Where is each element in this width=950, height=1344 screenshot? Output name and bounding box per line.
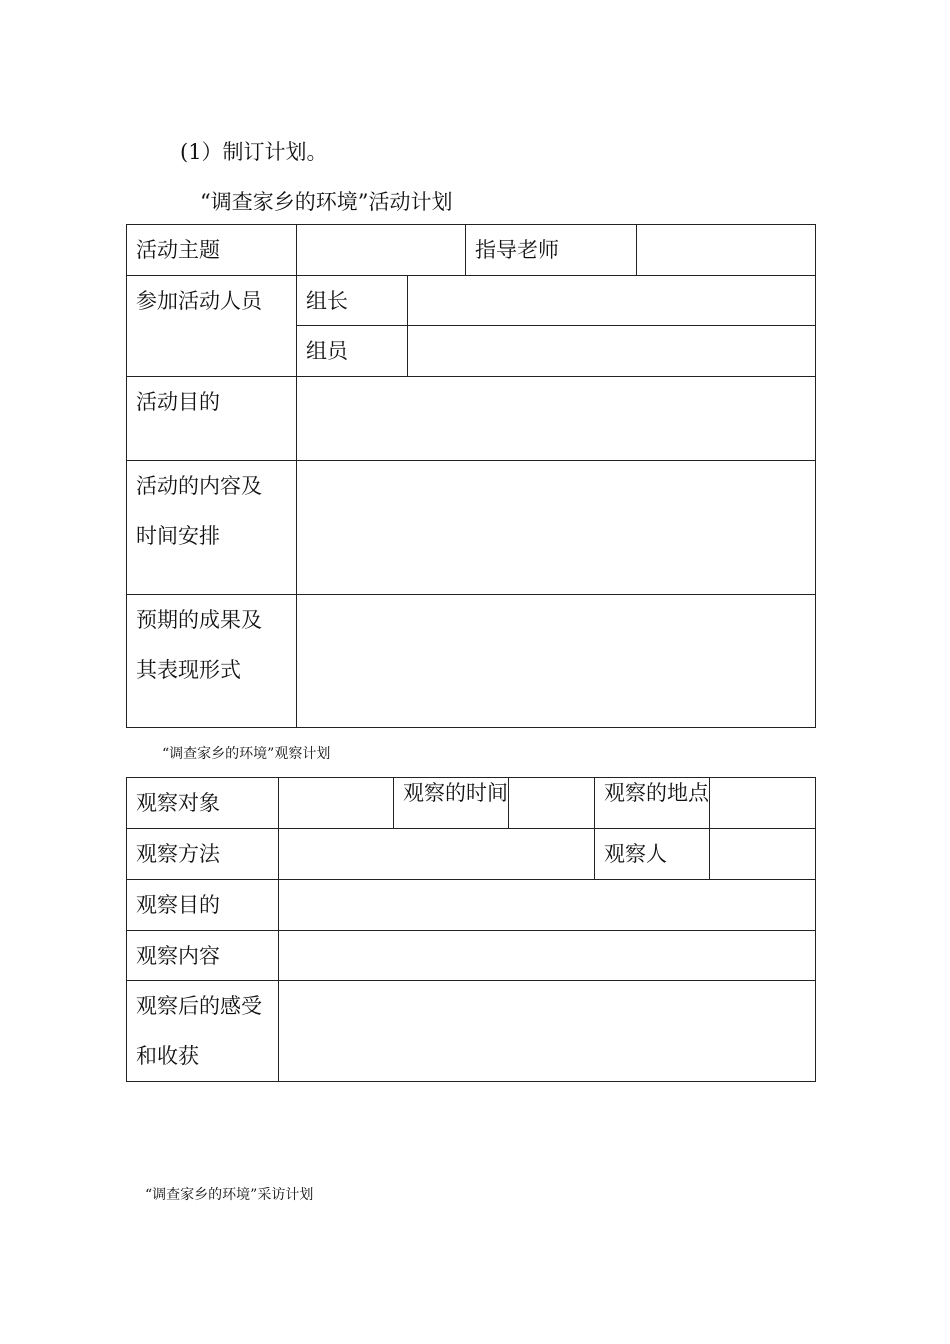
teacher-input-cell[interactable] — [637, 225, 816, 276]
content-label-cell — [127, 461, 297, 595]
observation-plan-table — [126, 777, 816, 1082]
obs-purpose-label: 观察目的 — [136, 893, 220, 917]
place-label: 观察的地点 — [604, 781, 709, 805]
place-input-cell[interactable] — [710, 778, 816, 829]
time-label-cell — [394, 778, 509, 829]
content-label-line1: 活动的内容及 — [136, 474, 262, 498]
member-label: 组员 — [306, 339, 348, 363]
method-label: 观察方法 — [136, 842, 220, 866]
leader-label-cell — [297, 276, 408, 326]
feeling-label-line1: 观察后的感受 — [136, 994, 262, 1018]
purpose-label: 活动目的 — [136, 390, 220, 414]
results-label-line2: 其表现形式 — [136, 658, 241, 682]
feeling-label-line2: 和收获 — [136, 1044, 199, 1068]
feeling-label-cell — [127, 981, 279, 1082]
object-input-cell[interactable] — [279, 778, 394, 829]
activity-plan-table — [126, 224, 816, 728]
activity-plan-title: “调查家乡的环境”活动计划 — [200, 190, 453, 214]
method-input-cell[interactable] — [279, 829, 595, 880]
observer-label-cell — [595, 829, 710, 880]
results-label-line1: 预期的成果及 — [136, 608, 262, 632]
participants-label-cell — [127, 276, 297, 377]
participants-label: 参加活动人员 — [136, 289, 262, 313]
teacher-label-cell — [466, 225, 637, 276]
time-label: 观察的时间 — [403, 781, 508, 805]
object-label-cell — [127, 778, 279, 829]
purpose-input-cell[interactable] — [297, 377, 816, 461]
results-input-cell[interactable] — [297, 595, 816, 728]
time-input-cell[interactable] — [509, 778, 595, 829]
teacher-label: 指导老师 — [475, 238, 559, 262]
observer-label: 观察人 — [604, 842, 667, 866]
leader-input-cell[interactable] — [408, 276, 816, 326]
step-heading: (1）制订计划。 — [180, 140, 328, 164]
content-label-line2: 时间安排 — [136, 524, 220, 548]
obs-content-label-cell — [127, 931, 279, 981]
obs-content-label: 观察内容 — [136, 944, 220, 968]
interview-plan-title: “调查家乡的环境”采访计划 — [145, 1187, 314, 1203]
observer-input-cell[interactable] — [710, 829, 816, 880]
obs-purpose-input-cell[interactable] — [279, 880, 816, 931]
theme-label-cell — [127, 225, 297, 276]
method-label-cell — [127, 829, 279, 880]
object-label: 观察对象 — [136, 791, 220, 815]
leader-label: 组长 — [306, 289, 348, 313]
results-label-cell — [127, 595, 297, 728]
content-input-cell[interactable] — [297, 461, 816, 595]
member-input-cell[interactable] — [408, 326, 816, 377]
place-label-cell — [595, 778, 710, 829]
observation-plan-title: “调查家乡的环境”观察计划 — [162, 746, 331, 762]
obs-purpose-label-cell — [127, 880, 279, 931]
theme-label: 活动主题 — [136, 238, 220, 262]
obs-content-input-cell[interactable] — [279, 931, 816, 981]
theme-input-cell[interactable] — [297, 225, 466, 276]
purpose-label-cell — [127, 377, 297, 461]
member-label-cell — [297, 326, 408, 377]
feeling-input-cell[interactable] — [279, 981, 816, 1082]
